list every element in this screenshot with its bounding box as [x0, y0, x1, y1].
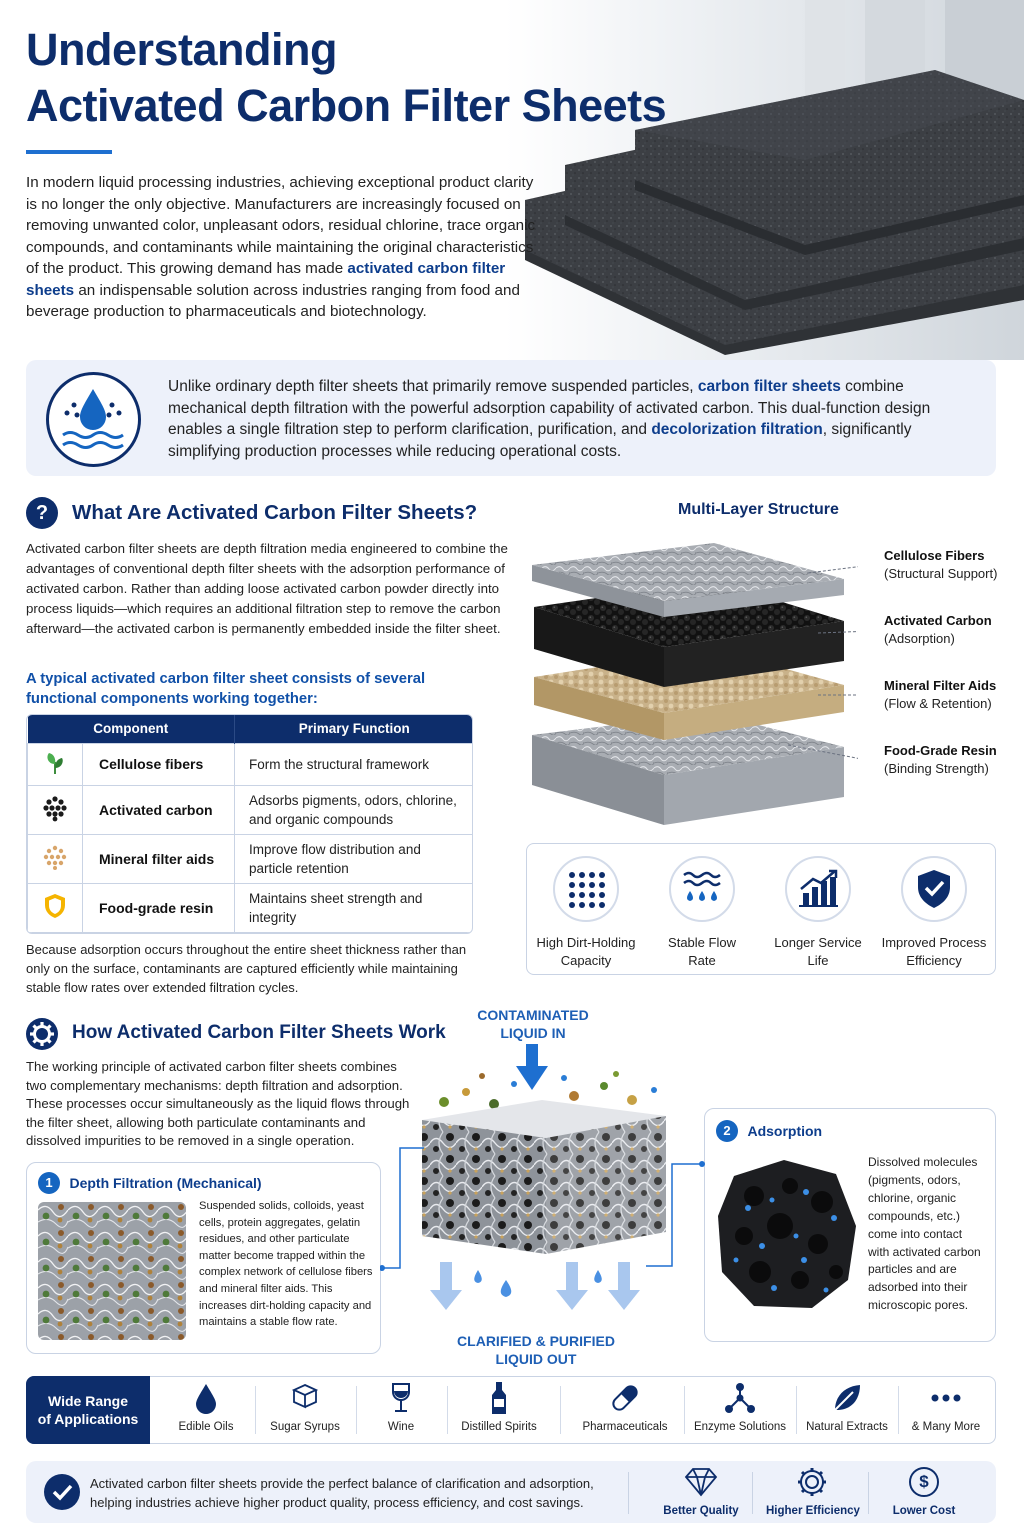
- component-function: Improve flow distribution and particle retention: [235, 834, 474, 883]
- benefit-stable-flow: Stable Flow Rate: [647, 856, 757, 970]
- component-name: Mineral filter aids: [83, 834, 235, 883]
- depth-filtration-image: [38, 1202, 186, 1340]
- shield-icon: [42, 892, 68, 920]
- footer-lower-cost: $ Lower Cost: [884, 1466, 964, 1517]
- components-table: [26, 714, 473, 934]
- table-header-function: Primary Function: [235, 715, 474, 743]
- more-dots-icon: [930, 1393, 962, 1403]
- water-drop-icon: [46, 372, 141, 467]
- section-title-how: How Activated Carbon Filter Sheets Work: [72, 1022, 446, 1043]
- oil-drop-icon: [194, 1382, 218, 1414]
- carbon-dots-icon: [41, 794, 69, 822]
- dollar-icon: $: [909, 1467, 939, 1497]
- leaf-icon: [42, 750, 68, 776]
- component-function: Adsorbs pigments, odors, chlorine, and organic compounds: [235, 785, 474, 834]
- layer-label-cellulose: Cellulose Fibers (Structural Support): [884, 548, 998, 581]
- table-row: [28, 883, 474, 932]
- application-wine: Wine: [366, 1382, 436, 1433]
- intro-paragraph: In modern liquid processing industries, achieving exceptional product clarity is no longer the only objective. Manufacturers are increasingly focused on removing unwanted color, unpleasant odors, residual chlorine, trace organic compounds, and contaminants while maintaining the original characteristics of the product. This growing demand has made activated carbon filter sheets an indispensable solution across industries ranging from food and beverage production to pharmaceuticals and biotechnology.: [26, 174, 536, 320]
- leaf-icon: [831, 1382, 863, 1414]
- checkmark-icon: [44, 1474, 80, 1510]
- application-edible-oils: Edible Oils: [164, 1382, 248, 1433]
- water-flow-icon: [680, 869, 724, 909]
- table-row: [28, 743, 474, 785]
- page-title: [26, 22, 666, 134]
- application-enzyme-solutions: Enzyme Solutions: [692, 1382, 788, 1433]
- structure-title: Multi-Layer Structure: [678, 501, 839, 518]
- depth-filtration-text: Suspended solids, colloids, yeast cells, protein aggregates, gelatin residues, and other particulate matter become trapped within the complex network of cellulose fibers and mineral filter aids. This increases dirt-holding capacity and maintains a stable flow rate.: [199, 1200, 373, 1329]
- benefit-efficiency: Improved Process Efficiency: [879, 856, 989, 970]
- component-name: Cellulose fibers: [83, 743, 235, 785]
- callout-text: Unlike ordinary depth filter sheets that primarily remove suspended particles, carbon filter sheets combine mechanical depth filtration with the powerful adsorption capability of activated carbon. This dual-function design enables a single filtration step to perform clarification, purification, and decolorization filtration, significantly simplifying production processes while reducing operational costs.: [168, 378, 931, 460]
- title-line-2: Activated Carbon Filter Sheets: [26, 80, 667, 131]
- flow-in-label: CONTAMINATED LIQUID IN: [477, 1007, 589, 1041]
- layer-label-carbon: Activated Carbon (Adsorption): [884, 613, 992, 646]
- section-title-what: What Are Activated Carbon Filter Sheets?: [72, 501, 478, 524]
- component-function: Form the structural framework: [235, 743, 474, 785]
- gear-icon: [26, 1018, 58, 1050]
- layer-label-resin: Food-Grade Resin (Binding Strength): [884, 743, 997, 776]
- layer-diagram: [528, 535, 858, 830]
- adsorption-header: [716, 1120, 822, 1142]
- component-name: Activated carbon: [83, 785, 235, 834]
- mineral-dots-icon: [41, 843, 69, 871]
- layer-label-mineral: Mineral Filter Aids (Flow & Retention): [884, 678, 997, 711]
- bottle-icon: [490, 1381, 508, 1415]
- footer-higher-efficiency: Higher Efficiency: [766, 1466, 858, 1517]
- diamond-icon: [684, 1467, 718, 1497]
- table-row: [28, 785, 474, 834]
- intro-highlight: activated carbon filter sheets: [26, 260, 506, 299]
- gear-icon: [796, 1466, 828, 1498]
- depth-filtration-header: [38, 1172, 262, 1194]
- benefit-dirt-holding: High Dirt-Holding Capacity: [531, 856, 641, 970]
- question-icon: ?: [26, 497, 58, 529]
- growth-chart-icon: [797, 869, 839, 909]
- summary-text: Activated carbon filter sheets provide the perfect balance of clarification and adsorption, helping industries achieve higher product quality, process efficiency, and cost savings.: [90, 1476, 594, 1510]
- molecule-icon: [723, 1382, 757, 1414]
- title-underline: [26, 150, 112, 154]
- step-number: 1: [38, 1172, 60, 1194]
- table-row: [28, 834, 474, 883]
- title-line-1: Understanding: [26, 24, 338, 75]
- application-sugar-syrups: Sugar Syrups: [262, 1382, 348, 1433]
- application-distilled-spirits: Distilled Spirits: [454, 1382, 544, 1433]
- carbon-particle-image: [714, 1156, 860, 1314]
- what-paragraph: Activated carbon filter sheets are depth filtration media engineered to combine the advantages of conventional depth filter sheets with the adsorption performance of activated carbon. Rather than adding loose activated carbon powder directly into process liquids—which requires an additional filtration step to remove the carbon afterward—the activated carbon is permanently embedded inside the filter sheet.: [26, 541, 508, 636]
- how-paragraph: The working principle of activated carbon filter sheets combines two complementary mechanisms: depth filtration and adsorption. These processes occur simultaneously as the liquid flows through the filter sheet, allowing both particulate contaminants and dissolved impurities to be removed in a single operation.: [26, 1059, 410, 1148]
- components-subheading: A typical activated carbon filter sheet consists of several functional components working together:: [26, 671, 426, 707]
- footer-better-quality: Better Quality: [660, 1466, 742, 1517]
- benefit-service-life: Longer Service Life: [763, 856, 873, 970]
- capsule-icon: [609, 1382, 641, 1414]
- grid-dots-icon: [566, 869, 606, 909]
- application-natural-extracts: Natural Extracts: [802, 1382, 892, 1433]
- benefits-panel: [526, 843, 996, 975]
- application-many-more: & Many More: [906, 1382, 986, 1433]
- wine-glass-icon: [390, 1382, 412, 1414]
- component-name: Food-grade resin: [83, 883, 235, 932]
- connector-lines: [380, 1140, 710, 1280]
- application-pharmaceuticals: Pharmaceuticals: [574, 1382, 676, 1433]
- adsorption-text: Dissolved molecules (pigments, odors, chlorine, organic compounds, etc.) come into contact with activated carbon particles and are adsorbed into their microscopic pores.: [868, 1155, 981, 1313]
- adsorption-title: Adsorption: [747, 1122, 823, 1139]
- adsorption-note: Because adsorption occurs throughout the entire sheet thickness rather than only on the surface, contaminants are captured efficiently while maintaining stable flow rates over extended filtration cycles.: [26, 942, 467, 995]
- flow-out-label: CLARIFIED & PURIFIED LIQUID OUT: [457, 1333, 615, 1367]
- component-function: Maintains sheet strength and integrity: [235, 883, 474, 932]
- applications-heading: Wide Range of Applications: [26, 1376, 150, 1444]
- step-number: 2: [716, 1120, 738, 1142]
- sugar-cubes-icon: [288, 1382, 322, 1414]
- shield-check-icon: [914, 868, 954, 910]
- table-header-component: Component: [28, 715, 235, 743]
- depth-filtration-title: Depth Filtration (Mechanical): [69, 1174, 262, 1191]
